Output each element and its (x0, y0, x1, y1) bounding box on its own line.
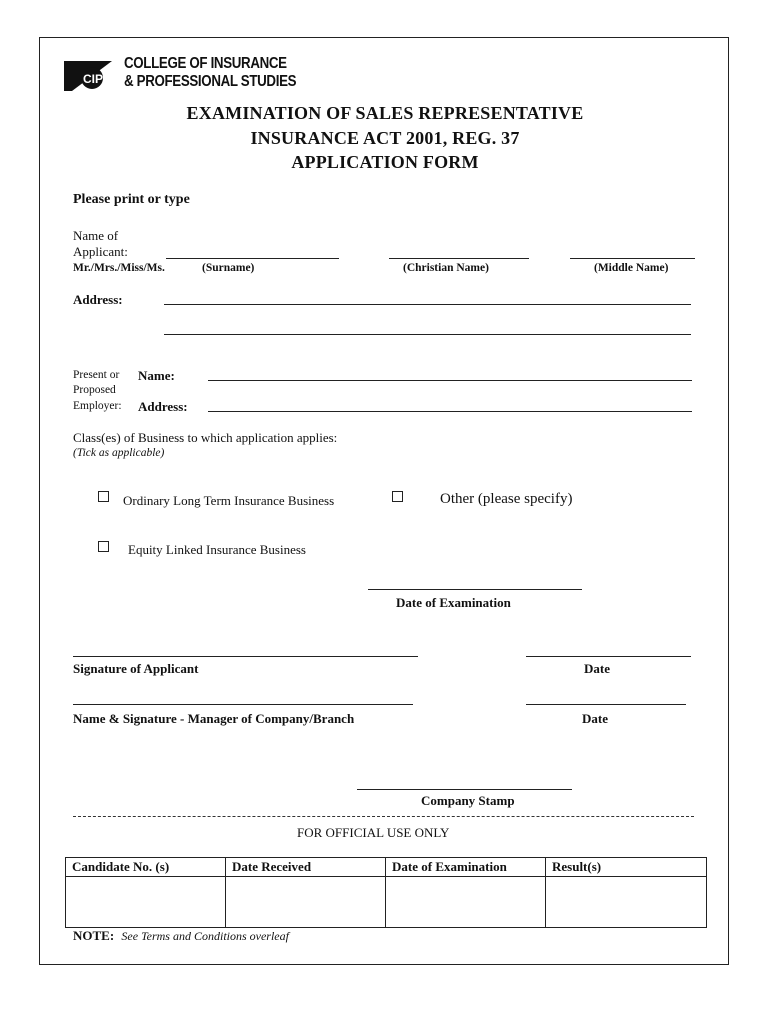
company-stamp-field[interactable] (357, 789, 572, 790)
employer-label-line-2: Proposed (73, 384, 116, 396)
date-of-examination-header: Date of Examination (386, 858, 546, 877)
applicant-signature-label: Signature of Applicant (73, 661, 199, 676)
christian-name-label: (Christian Name) (403, 262, 489, 274)
applicant-signature-field[interactable] (73, 656, 418, 657)
official-use-heading: FOR OFFICIAL USE ONLY (297, 825, 450, 840)
christian-name-field[interactable] (389, 258, 529, 259)
address-line-1-field[interactable] (164, 304, 691, 305)
other-label: Other (please specify) (440, 491, 573, 507)
employer-address-label: Address: (138, 399, 188, 414)
other-checkbox[interactable] (392, 491, 403, 502)
form-title-line-3: APPLICATION FORM (291, 152, 479, 172)
college-logo-icon (62, 57, 120, 93)
classes-hint: (Tick as applicable) (73, 447, 165, 459)
manager-signature-field[interactable] (73, 704, 413, 705)
middle-name-label: (Middle Name) (594, 262, 669, 274)
instruction-text: Please print or type (73, 192, 190, 207)
middle-name-field[interactable] (570, 258, 695, 259)
employer-address-field[interactable] (208, 411, 692, 412)
address-line-2-field[interactable] (164, 334, 691, 335)
results-cell[interactable] (546, 877, 707, 928)
manager-date-label: Date (582, 711, 608, 726)
applicant-date-label: Date (584, 661, 610, 676)
manager-date-field[interactable] (526, 704, 686, 705)
employer-name-label: Name: (138, 368, 175, 383)
note-text: See Terms and Conditions overleaf (121, 929, 289, 943)
date-received-header: Date Received (226, 858, 386, 877)
note-label: NOTE: (73, 928, 115, 943)
long-term-label: Ordinary Long Term Insurance Business (123, 493, 335, 508)
cut-line-divider (73, 816, 694, 817)
official-table-header-row (66, 858, 707, 877)
logo-line-2: & PROFESSIONAL STUDIES (124, 73, 297, 90)
equity-linked-checkbox[interactable] (98, 541, 109, 552)
form-title-line-2: INSURANCE ACT 2001, REG. 37 (250, 128, 520, 148)
name-label-line-2: Applicant: (73, 244, 128, 259)
official-use-table (65, 857, 707, 928)
logo-line-1: COLLEGE OF INSURANCE (124, 55, 287, 72)
address-label: Address: (73, 292, 123, 307)
company-stamp-label: Company Stamp (421, 793, 515, 808)
employer-label-line-1: Present or (73, 369, 120, 381)
name-label-line-1: Name of (73, 228, 119, 243)
date-of-examination-label: Date of Examination (396, 595, 511, 610)
footer-note (73, 928, 289, 944)
employer-label-line-3: Employer: (73, 400, 122, 412)
form-title-line-1: EXAMINATION OF SALES REPRESENTATIVE (186, 103, 584, 123)
candidate-no-cell[interactable] (66, 877, 226, 928)
official-table-row (66, 877, 707, 928)
title-options-label: Mr./Mrs./Miss/Ms. (73, 262, 165, 274)
surname-field[interactable] (166, 258, 339, 259)
employer-name-field[interactable] (208, 380, 692, 381)
candidate-no-header: Candidate No. (s) (66, 858, 226, 877)
date-of-examination-cell[interactable] (386, 877, 546, 928)
applicant-date-field[interactable] (526, 656, 691, 657)
manager-signature-label: Name & Signature - Manager of Company/Branch (73, 711, 355, 726)
results-header: Result(s) (546, 858, 707, 877)
classes-label: Class(es) of Business to which application applies: (73, 430, 338, 445)
logo-mark-text: CIPS (83, 72, 112, 86)
equity-linked-label: Equity Linked Insurance Business (128, 542, 306, 557)
date-received-cell[interactable] (226, 877, 386, 928)
date-of-examination-field[interactable] (368, 589, 582, 590)
surname-label: (Surname) (202, 262, 255, 274)
long-term-checkbox[interactable] (98, 491, 109, 502)
